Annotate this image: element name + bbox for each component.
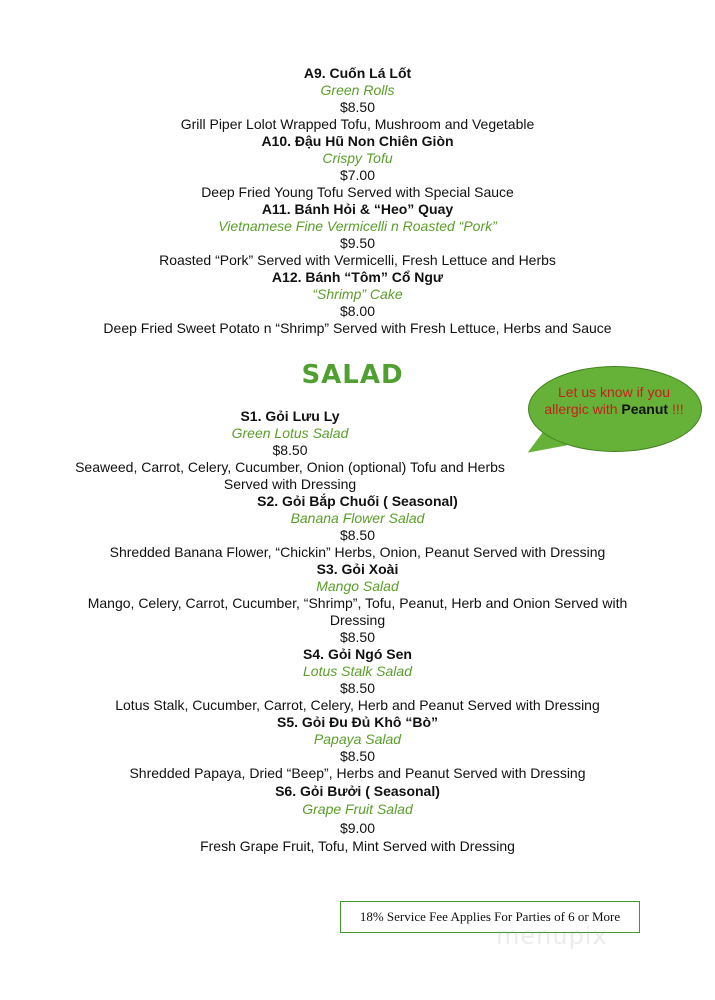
item-english-name: Vietnamese Fine Vermicelli n Roasted “Pork” xyxy=(218,218,497,234)
item-english-name: “Shrimp” Cake xyxy=(312,286,403,302)
item-description: Mango, Celery, Carrot, Cucumber, “Shrimp”, Tofu, Peanut, Herb and Onion Served with xyxy=(87,595,628,611)
item-price: $7.00 xyxy=(339,167,376,183)
item-english-name: Green Rolls xyxy=(320,82,395,98)
item-description: Shredded Papaya, Dried “Beep”, Herbs and Peanut Served with Dressing xyxy=(129,765,586,781)
item-english-name: Mango Salad xyxy=(316,578,399,594)
callout-peanut-emphasis: Peanut xyxy=(621,401,669,417)
section-title-salad: SALAD xyxy=(301,360,404,390)
item-name: S6. Gỏi Bưởi ( Seasonal) xyxy=(275,783,440,799)
item-english-name: Lotus Stalk Salad xyxy=(303,663,412,679)
callout-text-after: !!! xyxy=(668,401,684,417)
item-price: $8.50 xyxy=(339,527,376,543)
item-name: S1. Gỏi Lưu Ly xyxy=(240,408,340,424)
item-description: Seaweed, Carrot, Celery, Cucumber, Onion (optional) Tofu and Herbs xyxy=(75,459,505,475)
item-name: S3. Gỏi Xoài xyxy=(316,561,399,577)
item-name: S4. Gỏi Ngó Sen xyxy=(303,646,412,662)
item-description: Deep Fried Young Tofu Served with Special Sauce xyxy=(201,184,514,200)
item-english-name: Green Lotus Salad xyxy=(231,425,349,441)
item-description: Grill Piper Lolot Wrapped Tofu, Mushroom and Vegetable xyxy=(180,116,535,132)
item-description: Dressing xyxy=(329,612,386,628)
item-description: Roasted “Pork” Served with Vermicelli, Fresh Lettuce and Herbs xyxy=(159,252,556,268)
item-price: $8.50 xyxy=(339,629,376,645)
item-english-name: Crispy Tofu xyxy=(322,150,393,166)
item-price: $8.50 xyxy=(339,99,376,115)
item-price: $8.50 xyxy=(339,680,376,696)
item-english-name: Banana Flower Salad xyxy=(290,510,425,526)
callout-text-mid: allergic with xyxy=(544,401,618,417)
item-name: A11. Bánh Hỏi & “Heo” Quay xyxy=(261,201,454,217)
item-english-name: Papaya Salad xyxy=(313,731,402,747)
item-price: $9.00 xyxy=(339,820,376,836)
item-name: A9. Cuốn Lá Lốt xyxy=(303,65,412,81)
item-name: A12. Bánh “Tôm” Cổ Ngư xyxy=(271,269,444,285)
item-english-name: Grape Fruit Salad xyxy=(302,801,413,817)
item-description: Fresh Grape Fruit, Tofu, Mint Served with Dressing xyxy=(200,838,515,854)
item-price: $8.50 xyxy=(272,442,308,458)
callout-line-1: Let us know if you xyxy=(557,384,671,400)
item-price: $9.50 xyxy=(339,235,376,251)
item-description: Lotus Stalk, Cucumber, Carrot, Celery, Herb and Peanut Served with Dressing xyxy=(115,697,600,713)
item-price: $8.00 xyxy=(339,303,376,319)
item-description: Deep Fried Sweet Potato n “Shrimp” Served with Fresh Lettuce, Herbs and Sauce xyxy=(103,320,612,336)
item-description: Served with Dressing xyxy=(223,476,357,492)
item-name: A10. Đậu Hũ Non Chiên Giòn xyxy=(261,133,454,149)
item-name: S5. Gỏi Đu Đủ Khô “Bò” xyxy=(277,714,438,730)
item-name: S2. Gỏi Bắp Chuối ( Seasonal) xyxy=(257,493,458,509)
item-price: $8.50 xyxy=(339,748,376,764)
item-description: Shredded Banana Flower, “Chickin” Herbs, Onion, Peanut Served with Dressing xyxy=(109,544,606,560)
watermark-text: menupix xyxy=(496,922,608,950)
service-fee-notice: 18% Service Fee Applies For Parties of 6 or More xyxy=(340,901,640,933)
